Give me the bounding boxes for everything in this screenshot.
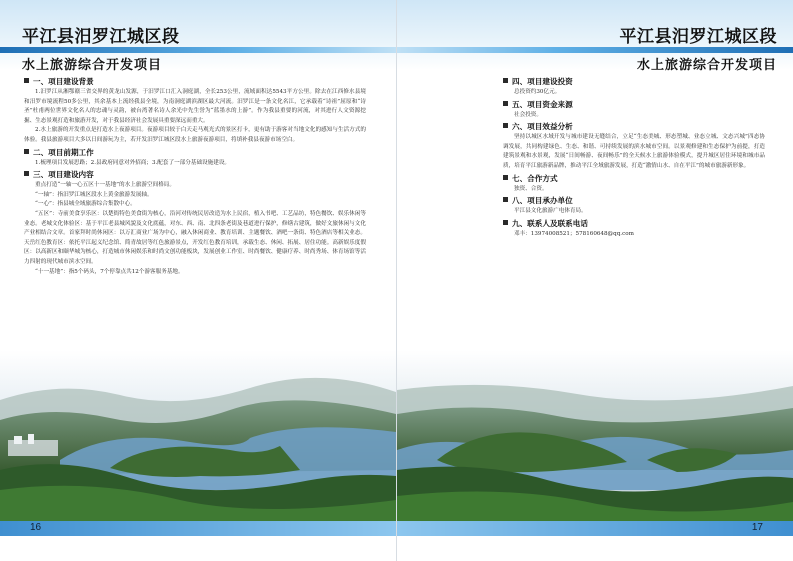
section-heading: 二、项目前期工作 — [24, 147, 366, 159]
section-heading: 七、合作方式 — [503, 173, 765, 185]
paragraph: 独资、合资。 — [514, 185, 548, 192]
page-margin-bottom — [0, 536, 396, 561]
paragraph: 总投资约30亿元。 — [514, 89, 561, 95]
paragraph: 重点打造“一轴一心五区十一基地”的水上旅游空间格局。 — [35, 182, 175, 189]
section-heading: 四、项目建设投资 — [503, 76, 765, 88]
footer-bar — [397, 521, 793, 536]
page-number: 16 — [30, 522, 42, 533]
bullet-square-icon — [503, 101, 508, 106]
section-heading: 六、项目效益分析 — [503, 121, 765, 133]
left-text-column — [24, 75, 366, 277]
section-heading: 八、项目承办单位 — [503, 195, 765, 207]
river-landscape-photo — [0, 350, 396, 528]
right-text-column — [503, 75, 765, 239]
paragraph: “五区”：寺前美食享乐区：以楚衙特色美食街为核心，沿河对传统民居改造为水上民宿，植入书吧、工艺品坊，特色餐饮、娱乐休闲等业态。老城文化体验区：基于平江老县城风貌及文化底蕴，对东、西、南、北四条老街及巷道进行保护，修缮古建筑，做好文旅休闲与文化产业相结合文章。首家拜时尚休闲区：以万汇商业广场为中心，融入休闲商业、教育培训、主题餐饮、酒吧一条街、特色酒店等相关业态。天岳红色教育区：依托平江起义纪念馆、简青故居等红色旅游景点，开发红色教育培训，承载生态、休闲、拓展、居住功能。高新娱乐度假区：以高新区和颐华城为核心，打造城市休闲娱乐和时尚文创功能板块，发展创业工作室、时尚餐饮、健康疗养、时尚秀场、体育场馆等活力四射的现代城市滨水空间。 — [24, 210, 366, 265]
header-rule — [0, 47, 396, 53]
footer-bar — [0, 521, 396, 536]
right-page — [397, 0, 793, 561]
page-subtitle: 水上旅游综合开发项目 — [22, 58, 163, 73]
bullet-square-icon — [503, 197, 508, 202]
paragraph: 坚持以城区水域开发与城市建设无缝结合，立足“生态美城、形态塑城、业态立城、文态兴城”四态协调发展，共同构建绿色、生态、和谐、可持续发展的滨水城市空间。以景观修建和生态保护为前提，打造建筑景观和水景观，发展“日间畅游、夜间畅乐”的全天候水上旅游体验模式，提升城区居住环境和城市品质，培育平江旅游新品牌，推动平江全域旅游发展，打造“激情山水、自在平江”的城市旅游新形象。 — [503, 134, 765, 169]
paragraph: 1.梳理项目发展思路；2.县政府同意对外招商；3.配套了一部分基础设施建设。 — [35, 159, 231, 166]
page-title: 平江县汨罗江城区段 — [619, 27, 777, 47]
bullet-square-icon — [503, 175, 508, 180]
section-heading: 三、项目建设内容 — [24, 169, 366, 181]
bullet-square-icon — [503, 123, 508, 128]
paragraph: “十一基地”：指5个码头，7个停靠点共12个游客服务基地。 — [35, 268, 184, 275]
bullet-square-icon — [24, 171, 29, 176]
left-page — [0, 0, 396, 561]
bullet-square-icon — [24, 149, 29, 154]
page-margin-bottom — [397, 536, 793, 561]
contact-line: 邓丰：13974008521；578160648@qq.com — [514, 230, 634, 237]
section-heading: 五、项目资金来源 — [503, 99, 765, 111]
page-subtitle: 水上旅游综合开发项目 — [636, 58, 777, 73]
paragraph: 社会投资。 — [514, 111, 542, 118]
paragraph: 1.汨罗江从湘鄂赣三省交界的黄龙山发源，于汨罗江口汇入洞庭湖，全长253公里，流域面积达5543平方公里。除去在江西修水县境和汨罗市境流程50多公里，其余基本上流经我县全境，为南洞庭湖滨湖区最大河流。汨罗江是一条文化名江，它承载着“诗祖”屈原和“诗圣”杜甫两位世界文化名人的忠魂与灵韵，被台湾著名诗人余光中先生誉为“蓝墨水的上游”。作为我县重要的河流，对其进行人文资源挖掘、生态景观打造和旅游开发，对于我县经济社会发展具重要深远而重大。 — [24, 89, 366, 124]
paragraph: “一轴”：指汨罗江城区段水上黄金旅游发展轴。 — [35, 191, 153, 198]
page-number: 17 — [751, 522, 763, 533]
section-heading: 九、联系人及联系电话 — [503, 218, 765, 230]
bullet-square-icon — [24, 78, 29, 83]
bullet-square-icon — [503, 78, 508, 83]
paragraph: 平江县文化旅游广电体育局。 — [514, 208, 587, 215]
paragraph: 2.水上旅游的开发重点是打造水上夜游项目。夜游项目较于白天走马观光式的景区打卡，更有助于游客对当地文化的感知与生活方式的体验。我县旅游项目大多以日间游玩为主，若开发汨罗江城区段水上旅游夜游项目，将填补我县夜游市场空白。 — [24, 127, 366, 143]
river-landscape-photo — [397, 350, 793, 528]
page-title: 平江县汨罗江城区段 — [22, 27, 180, 47]
section-heading: 一、项目建设背景 — [24, 76, 366, 88]
bullet-square-icon — [503, 220, 508, 225]
paragraph: “一心”：指县城全域旅游综合集散中心。 — [35, 201, 136, 208]
header-rule — [397, 47, 793, 53]
